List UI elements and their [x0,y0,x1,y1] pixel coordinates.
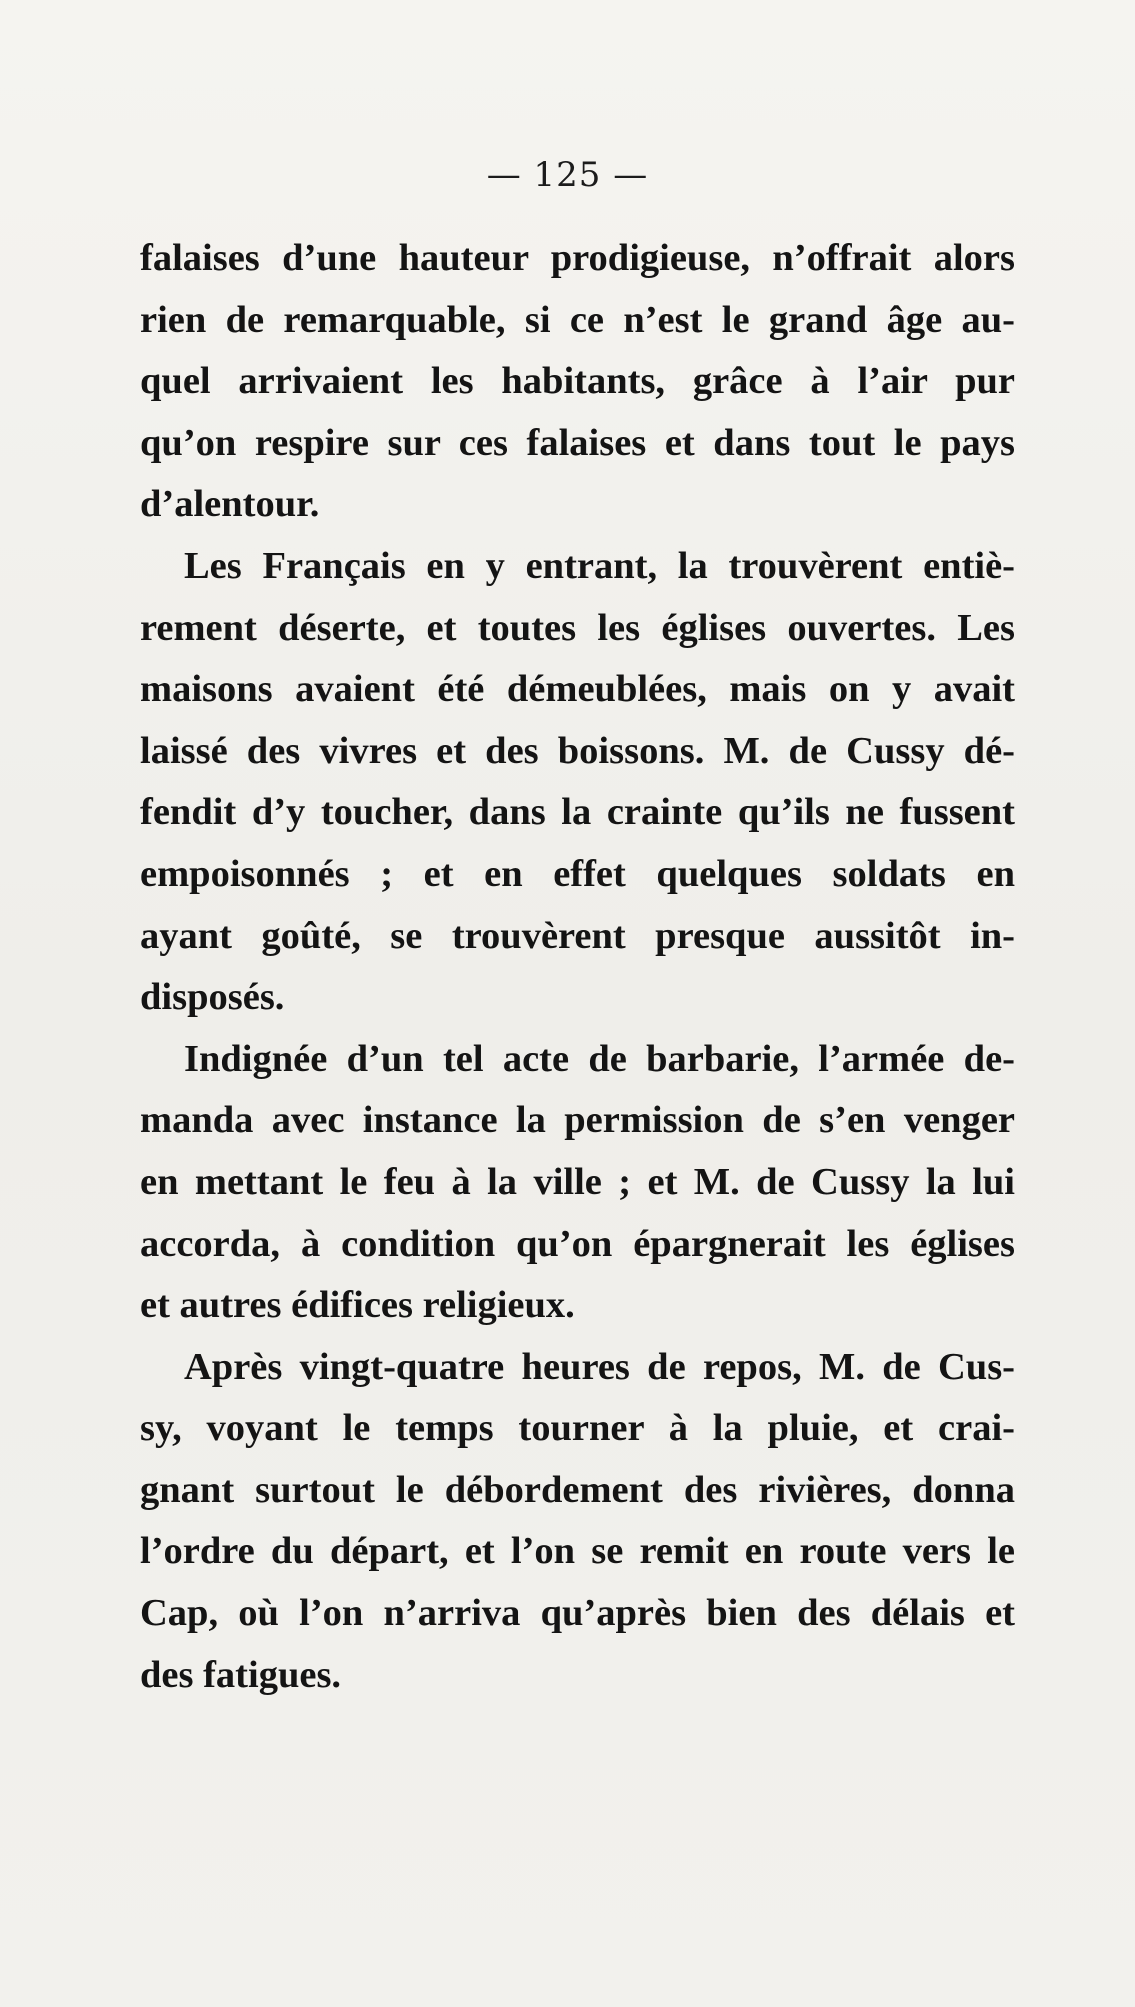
text-line: empoisonnés ; et en effet quelques soldats en [140,852,1015,895]
text-line: rien de remarquable, si ce n’est le grand âge au- [140,298,1015,341]
text-line: gnant surtout le débordement des rivières, donna [140,1468,1015,1511]
text-line: Les Français en y entrant, la trouvèrent entiè- [184,544,1015,587]
text-line: Indignée d’un tel acte de barbarie, l’armée de- [184,1037,1015,1080]
text-line: fendit d’y toucher, dans la crainte qu’ils ne fussent [140,791,1015,834]
text-line: ayant goûté, se trouvèrent presque aussitôt in- [140,914,1015,957]
text-line: sy, voyant le temps tourner à la pluie, et crai- [140,1407,1015,1450]
text-line: d’alentour. [140,483,320,526]
text-line: Cap, où l’on n’arriva qu’après bien des délais et [140,1592,1015,1635]
text-line: accorda, à condition qu’on épargnerait les églises [140,1222,1015,1265]
page-number: — 125 — [486,155,649,195]
text-line: l’ordre du départ, et l’on se remit en route vers le [140,1530,1015,1573]
text-line: falaises d’une hauteur prodigieuse, n’offrait alors [140,237,1015,279]
text-line: qu’on respire sur ces falaises et dans tout le pays [140,421,1015,464]
text-line: maisons avaient été démeublées, mais on y avait [140,668,1015,711]
text-line: disposés. [140,976,285,1019]
text-line: quel arrivaient les habitants, grâce à l’air pur [140,360,1015,403]
body-text [140,228,1015,1706]
text-line: en mettant le feu à la ville ; et M. de Cussy la lui [140,1160,1015,1203]
text-line: laissé des vivres et des boissons. M. de Cussy dé- [140,729,1015,772]
text-line: des fatigues. [140,1653,342,1696]
paragraph [140,228,1015,536]
text-line: manda avec instance la permission de s’en venger [140,1099,1015,1142]
text-line: et autres édifices religieux. [140,1284,575,1327]
paragraph [140,1337,1015,1707]
paragraph [140,536,1015,1029]
text-line: Après vingt-quatre heures de repos, M. de Cus- [184,1345,1015,1388]
paragraph [140,1029,1015,1337]
text-line: rement déserte, et toutes les églises ouvertes. Les [140,606,1015,649]
